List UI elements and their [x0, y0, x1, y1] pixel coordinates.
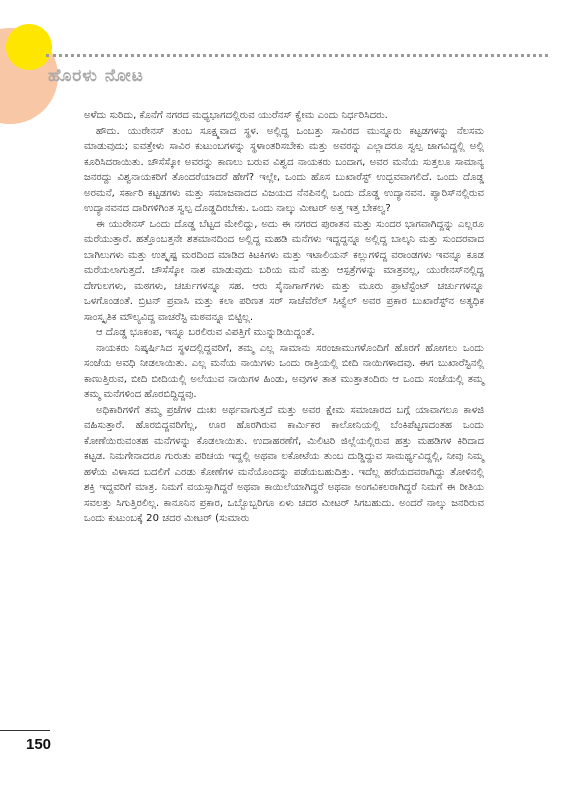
section-title: ಹೊರಳು ನೋಟ: [48, 66, 144, 86]
paragraph: ಅಧಿಕಾರಿಗಳಿಗೆ ತಮ್ಮ ಪ್ರಜೆಗಳ ದುಃಖ ಅರ್ಥವಾಗುತ್ತದೆ ಮತ್ತು ಅವರ ಕ್ಷೇಮ ಸಮಾಚಾರದ ಬಗ್ಗೆ ಯಾವಾಗಲೂ ಕಾಳಜಿ ವಹಿಸುತ್ತಾರೆ. ಹೊರಬಿದ್ದವರಿಗೆಲ್ಲ, ಊರ ಹೊರಗಿರುವ ಕಾರ್ಮಿಕರ ಕಾಲೋನಿಯಲ್ಲಿ ಬೆಂಕಿಪೆಟ್ಟಣದಂತಹ ಒಂದು ಕೋಣೆಯಿರುವಂತಹ ಮನೆಗಳನ್ನು ಕೊಡಲಾಯಿತು. ಉದಾಹರಣೆಗೆ, ಮಿಲಿಟರಿ ಜಿಲ್ಲೆಯಲ್ಲಿರುವ ಹತ್ತು ಮಹಡಿಗಳ ಕಿರಿದಾದ ಕಟ್ಟಡ. ನಿಮಗೇನಾದರೂ ಗುರುತು ಪರಿಚಯ ಇದ್ದಲ್ಲಿ ಅಥವಾ ಲಕೋಟೆಯ ತುಂಬ ದುಡ್ಡಿದ್ದುವ ಸಾಮರ್ಥ್ಯವಿದ್ದಲ್ಲಿ, ನೀವು ನಿಮ್ಮ ಹಳೆಯ ವಿಳಾಸದ ಬದಲಿಗೆ ಎರಡು ಕೋಣೆಗಳ ಮನೆಯೊಂದನ್ನು ಪಡೆಯಬಹುದಿತ್ತು. ಇದೆಲ್ಲ ಹರೆಯದವರಾಗಿದ್ದು ತೋಳಿನಲ್ಲಿ ಶಕ್ತಿ ಇದ್ದವರಿಗೆ ಮಾತ್ರ. ನಿಮಗೆ ವಯಸ್ಸಾಗಿದ್ದರೆ ಅಥವಾ ಕಾಯಿಲೆಯಾಗಿದ್ದರೆ ಅಥವಾ ಅಂಗವಿಕಲರಾಗಿದ್ದರೆ ನಿಮಗೆ ಈ ರೀತಿಯ ಸವಲತ್ತು ಸಿಗುತ್ತಿರಲಿಲ್ಲ. ಕಾನೂನಿನ ಪ್ರಕಾರ, ಒಬ್ಬೊಬ್ಬರಿಗೂ ಏಳು ಚದರ ಮೀಟರ್ ಸಿಗಬಹುದು. ಅಂದರೆ ನಾಲ್ಕು ಜನರಿರುವ ಒಂದು ಕುಟುಂಬಕ್ಕೆ 20 ಚದರ ಮೀಟರ್ (ಸುಮಾರು: [84, 404, 484, 524]
paragraph: ಆ ದೊಡ್ಡ ಭೂಕಂಪ, ಇನ್ನೂ ಬರಲಿರುವ ವಿಪತ್ತಿಗೆ ಮುನ್ನುಡಿಯಿದ್ದಂತೆ.: [96, 327, 315, 338]
paragraph: ನಾಯಕರು ನಿಷ್ಕರ್ಷಿಸಿದ ಸ್ಥಳದಲ್ಲಿದ್ದವರಿಗೆ, ತಮ್ಮ ಎಲ್ಲ ಸಾಮಾನು ಸರಂಜಾಮುಗಳೊಂದಿಗೆ ಹೊರಗೆ ಹೋಗಲು ಒಂದು ಸಂಜೆಯ ಅವಧಿ ನೀಡಲಾಯಿತು. ಎಲ್ಲ ಮನೆಯ ನಾಯಿಗಳು ಒಂದು ರಾತ್ರಿಯಲ್ಲಿ ಬೀದಿ ನಾಯಿಗಳಾದವು. ಈಗ ಬುಖಾರೆಸ್ಟಿನಲ್ಲಿ ಕಾಣುತ್ತಿರುವ, ಬೀದಿ ಬೀದಿಯಲ್ಲಿ ಅಲೆಯುವ ನಾಯಿಗಳ ಹಿಂಡು, ಅವುಗಳ ತಾತ ಮುತ್ತಾತಂದಿರು ಆ ಒಂದು ಸಂಜೆಯಲ್ಲಿ ತಮ್ಮ ತಮ್ಮ ಮನೆಗಳಿಂದ ಹೊರಬಿದ್ದಿದ್ದವು.: [84, 342, 484, 400]
page-number: 150: [26, 736, 52, 753]
decorative-yellow-circle: [6, 24, 52, 70]
article-body: [84, 108, 484, 527]
footer-rule: [0, 730, 50, 731]
paragraph: ಹೌದು. ಯುರೇನಸ್ ತುಂಬ ಸೂಕ್ಷ್ಮವಾದ ಸ್ಥಳ. ಅಲ್ಲಿದ್ದ ಒಂಬತ್ತು ಸಾವಿರದ ಮುನ್ನೂರು ಕಟ್ಟಡಗಳನ್ನು ನೆಲಸಮ ಮಾಡುವುದು; ಐವತ್ತೇಳು ಸಾವಿರ ಕುಟುಂಬಗಳನ್ನು ಸ್ಥಳಾಂತರಿಸಬೇಕು ಮತ್ತು ಅವರನ್ನು ಎಲ್ಲಾದರೂ ಸ್ವಲ್ಪ ಜಾಗವಿದ್ದಲ್ಲಿ ಅಲ್ಲಿ ಕೂರಿಸಿದರಾಯಿತು. ಚೌಸೆಸ್ಕೋ ಅವರನ್ನು ಕಾಣಲು ಬರುವ ವಿಶ್ವದ ನಾಯಕರು ಬಂದಾಗ, ಅವರ ಮನೆಯ ಸುತ್ತಲೂ ಸಾಮಾನ್ಯ ಜನರದ್ದು ವಿಶ್ವನಾಯಕರಿಗೆ ತೊಂದರೆಯಾದರೆ ಹೇಗೆ? ಇಲ್ಲೇ, ಒಂದು ಹೊಸ ಬುಖಾರೆಸ್ಟ್ ಉದ್ಭವವಾಗಲಿದೆ. ಒಂದು ದೊಡ್ಡ ಅರಮನೆ, ಸರ್ಕಾರಿ ಕಟ್ಟಡಗಳು ಮತ್ತು ಸಮಾಜವಾದದ ವಿಜಯದ ನೆನಪಿನಲ್ಲಿ ಒಂದು ದೊಡ್ಡ ಉದ್ಯಾನವನ. ಪ್ಯಾರಿಸ್‌ನಲ್ಲಿರುವ ಉದ್ಯಾನವನದ ದಾರಿಗಳಿಗಿಂತ ಸ್ವಲ್ಪ ದೊಡ್ಡದಿರಬೇಕು. ಒಂದು ನಾಲ್ಕು ಮೀಟರ್ ಅತ್ತ ಇತ್ತ ಬೇಕಲ್ವ?: [84, 125, 484, 214]
header-dotted-rule: [46, 54, 548, 57]
paragraph: ಈ ಯುರೇನಸ್ ಒಂದು ದೊಡ್ಡ ಬೆಟ್ಟದ ಮೇಲಿದ್ದು, ಅದು ಈ ನಗರದ ಪುರಾತನ ಮತ್ತು ಸುಂದರ ಭಾಗವಾಗಿದ್ದನ್ನು ಎಲ್ಲರೂ ಮರೆಯುತ್ತಾರೆ. ಹತ್ತೊಂಬತ್ತನೇ ಶತಮಾನದಿಂದ ಅಲ್ಲಿದ್ದ ಮಹಡಿ ಮನೆಗಳು ಇದ್ದದ್ದನ್ನೂ ಅಲ್ಲಿದ್ದ ಬಾಲ್ಕನಿ ಮತ್ತು ಸುಂದರವಾದ ಬಾಗಿಲುಗಳು ಮತ್ತು ಉತ್ಕೃಷ್ಟ ಮರದಿಂದ ಮಾಡಿದ ಕಿಟಕಿಗಳು ಮತ್ತು ಇಟಾಲಿಯನ್ ಕಲ್ಲುಗಳಿದ್ದ ವರಾಂಡಗಳು ಇವನ್ನೂ ಕೂಡ ಮರೆಯಲಾಗುತ್ತದೆ. ಚೌಸೆಸ್ಕೋ ನಾಶ ಮಾಡುವುದು ಬರಿಯ ಮನೆ ಮತ್ತು ಆಸ್ಪತ್ರೆಗಳನ್ನು ಮಾತ್ರವಲ್ಲ, ಯುರೇನಸ್‌ನಲ್ಲಿದ್ದ ದೇಗುಲಗಳು, ಮಠಗಳು, ಚರ್ಚುಗಳನ್ನೂ ಸಹ. ಆರು ಸೈನಾಗಾಗ್‌ಗಳು ಮತ್ತು ಮೂರು ಪ್ರಾಟೆಸ್ಟೆಂಟ್ ಚರ್ಚುಗಳನ್ನೂ ಒಳಗೊಂಡಂತೆ. ಬ್ರಿಟನ್ ಪ್ರವಾಸಿ ಮತ್ತು ಕಲಾ ಪರಿಣತ ಸರ್ ಸಾಚೆವೆರೆಲ್ ಸಿಟ್ವೆಲ್ ಅವರ ಪ್ರಕಾರ ಬುಖಾರೆಸ್ಟ್‌ನ ಅತ್ಯಧಿಕ ಸಾಂಸ್ಕೃತಿಕ ಮೌಲ್ಯವಿದ್ದ ವಾಚರೆಸ್ಟಿ ಮಠವನ್ನೂ ಬಿಟ್ಟಿಲ್ಲ.: [84, 218, 484, 323]
paragraph: ಅಳೆದು ಸುರಿದು, ಕೊನೆಗೆ ನಗರದ ಮಧ್ಯಭಾಗದಲ್ಲಿರುವ ಯುರೆನಸ್ ಕ್ವೇಮ ಎಂದು ನಿರ್ಧರಿಸಿದರು.: [84, 110, 388, 121]
